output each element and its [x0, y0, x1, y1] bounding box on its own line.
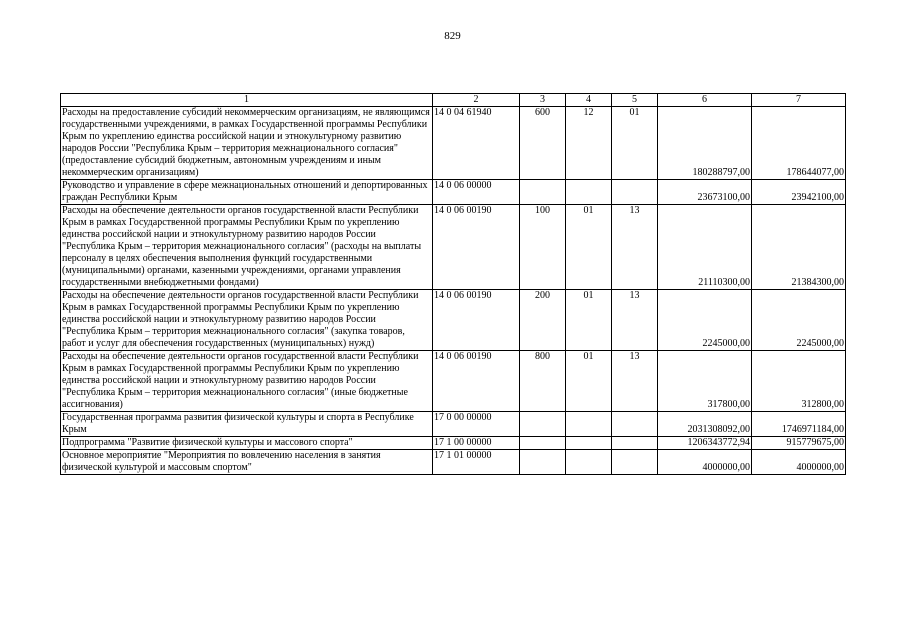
row-amount-7: 178644077,00 [752, 107, 846, 180]
row-col5: 13 [612, 290, 658, 351]
row-col4: 01 [566, 351, 612, 412]
row-amount-7: 21384300,00 [752, 205, 846, 290]
row-code: 17 0 00 00000 [433, 412, 520, 437]
row-name: Расходы на обеспечение деятельности органов государственной власти Республики Крым в рамках Государственной программы Республики Крым по укреплению единства российской нации и этнокультурному развитию народов России "Республика Крым – территория межнационального согласия" (закупка товаров, работ и услуг для обеспечения государственных (муниципальных) нужд) [61, 290, 433, 351]
table-row [61, 290, 846, 351]
col-header-2: 2 [433, 94, 520, 107]
row-amount-7: 1746971184,00 [752, 412, 846, 437]
row-amount-6: 1206343772,94 [658, 437, 752, 450]
col-header-4: 4 [566, 94, 612, 107]
col-header-7: 7 [752, 94, 846, 107]
row-code: 17 1 00 00000 [433, 437, 520, 450]
row-name: Государственная программа развития физической культуры и спорта в Республике Крым [61, 412, 433, 437]
row-code: 14 0 04 61940 [433, 107, 520, 180]
row-name: Расходы на обеспечение деятельности органов государственной власти Республики Крым в рамках Государственной программы Республики Крым по укреплению единства российской нации и этнокультурному развитию народов России "Республика Крым – территория межнационального согласия" (расходы на выплаты персоналу в целях обеспечения выполнения функций государственными (муниципальными) органами, казенными учреждениями, органами управления государственными внебюджетными фондами) [61, 205, 433, 290]
row-amount-6: 21110300,00 [658, 205, 752, 290]
row-amount-7: 23942100,00 [752, 180, 846, 205]
header-row [61, 94, 846, 107]
row-col4: 01 [566, 290, 612, 351]
row-col3 [520, 450, 566, 475]
row-name: Основное мероприятие "Мероприятия по вовлечению населения в занятия физической культурой и массовым спортом" [61, 450, 433, 475]
table-row [61, 107, 846, 180]
col-header-3: 3 [520, 94, 566, 107]
row-name: Расходы на обеспечение деятельности органов государственной власти Республики Крым в рамках Государственной программы Республики Крым по укреплению единства российской нации и этнокультурному развитию народов России "Республика Крым – территория межнационального согласия" (иные бюджетные ассигнования) [61, 351, 433, 412]
table-row [61, 437, 846, 450]
row-col4 [566, 412, 612, 437]
row-code: 17 1 01 00000 [433, 450, 520, 475]
row-amount-7: 4000000,00 [752, 450, 846, 475]
row-col4 [566, 450, 612, 475]
table-row [61, 351, 846, 412]
row-code: 14 0 06 00190 [433, 205, 520, 290]
row-amount-6: 2245000,00 [658, 290, 752, 351]
budget-table [60, 93, 846, 475]
row-col5 [612, 180, 658, 205]
row-code: 14 0 06 00190 [433, 290, 520, 351]
row-col5 [612, 437, 658, 450]
table-row [61, 450, 846, 475]
row-amount-6: 4000000,00 [658, 450, 752, 475]
row-col3 [520, 180, 566, 205]
col-header-6: 6 [658, 94, 752, 107]
row-col3 [520, 437, 566, 450]
row-amount-7: 312800,00 [752, 351, 846, 412]
row-code: 14 0 06 00000 [433, 180, 520, 205]
row-col5: 13 [612, 351, 658, 412]
col-header-1: 1 [61, 94, 433, 107]
row-name: Расходы на предоставление субсидий некоммерческим организациям, не являющимся государственными учреждениями, в рамках Государственной программы Республики Крым по укреплению единства российской нации и этнокультурному развитию народов России "Республика Крым – территория межнационального согласия" (предоставление субсидий бюджетным, автономным учреждениям и иным некоммерческим организациям) [61, 107, 433, 180]
col-header-5: 5 [612, 94, 658, 107]
table-row [61, 205, 846, 290]
row-col4 [566, 437, 612, 450]
row-col5 [612, 450, 658, 475]
row-name: Руководство и управление в сфере межнациональных отношений и депортированных граждан Республики Крым [61, 180, 433, 205]
row-col3 [520, 412, 566, 437]
page-number: 829 [444, 30, 461, 42]
row-col3: 200 [520, 290, 566, 351]
row-col4 [566, 180, 612, 205]
table-row [61, 180, 846, 205]
row-col3: 100 [520, 205, 566, 290]
row-amount-7: 915779675,00 [752, 437, 846, 450]
row-col4: 12 [566, 107, 612, 180]
row-code: 14 0 06 00190 [433, 351, 520, 412]
row-col3: 800 [520, 351, 566, 412]
row-amount-7: 2245000,00 [752, 290, 846, 351]
row-amount-6: 180288797,00 [658, 107, 752, 180]
row-name: Подпрограмма "Развитие физической культуры и массового спорта" [61, 437, 433, 450]
row-col4: 01 [566, 205, 612, 290]
row-amount-6: 2031308092,00 [658, 412, 752, 437]
row-col5 [612, 412, 658, 437]
row-col3: 600 [520, 107, 566, 180]
table-row [61, 412, 846, 437]
row-amount-6: 317800,00 [658, 351, 752, 412]
row-amount-6: 23673100,00 [658, 180, 752, 205]
row-col5: 01 [612, 107, 658, 180]
row-col5: 13 [612, 205, 658, 290]
